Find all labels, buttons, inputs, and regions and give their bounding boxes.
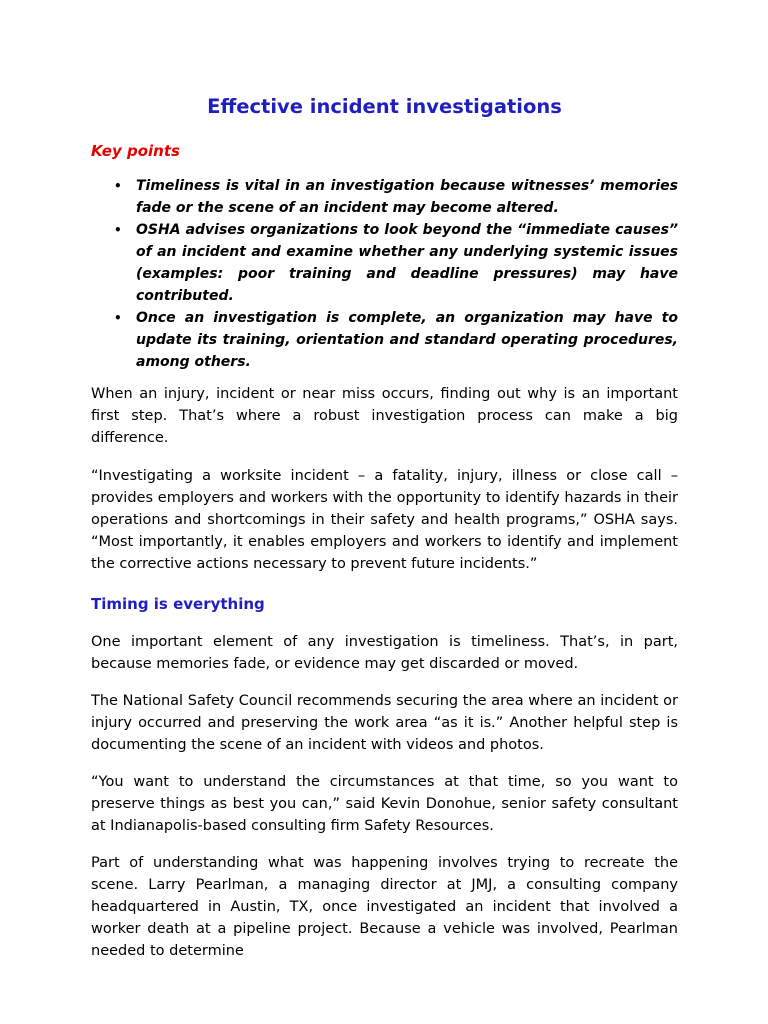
- key-point-text: Timeliness is vital in an investigation because witnesses’ memories fade or the scene of an incident may become altered.: [136, 178, 678, 216]
- key-point-text: Once an investigation is complete, an organization may have to update its training, orientation and standard operating procedures, among others.: [136, 310, 678, 370]
- key-points-list: [91, 175, 678, 373]
- bullet-icon: •: [114, 223, 122, 237]
- key-point-item: [114, 219, 678, 307]
- section-heading: Timing is everything: [91, 595, 265, 613]
- key-points-heading: Key points: [91, 142, 180, 160]
- bullet-icon: •: [114, 179, 122, 193]
- donohue-quote-paragraph: “You want to understand the circumstances at that time, so you want to preserve things as best you can,” said Kevin Donohue, senior safety consultant at Indianapolis-based consulting firm Safety Resources.: [91, 774, 678, 834]
- key-point-item: [114, 175, 678, 219]
- body-paragraph: One important element of any investigation is timeliness. That’s, in part, because memories fade, or evidence may get discarded or moved.: [91, 634, 678, 672]
- body-paragraph: The National Safety Council recommends securing the area where an incident or injury occurred and preserving the work area “as it is.” Another helpful step is documenting the scene of an incident with videos and photos.: [91, 693, 678, 753]
- body-paragraph: When an injury, incident or near miss occurs, finding out why is an important first step. That’s where a robust investigation process can make a big difference.: [91, 386, 678, 446]
- document-page: [91, 92, 678, 962]
- key-point-text: OSHA advises organizations to look beyond the “immediate causes” of an incident and examine whether any underlying systemic issues (examples: poor training and deadline pressures) may have contributed.: [136, 222, 678, 304]
- key-point-item: [114, 307, 678, 373]
- bullet-icon: •: [114, 311, 122, 325]
- page-title: Effective incident investigations: [207, 95, 562, 118]
- osha-quote-paragraph: “Investigating a worksite incident – a fatality, injury, illness or close call – provides employers and workers with the opportunity to identify hazards in their operations and shortcomings in their safety and health programs,” OSHA says. “Most importantly, it enables employers and workers to identify and implement the corrective actions necessary to prevent future incidents.”: [91, 468, 678, 572]
- body-paragraph: Part of understanding what was happening involves trying to recreate the scene. Larry Pearlman, a managing director at JMJ, a consulting company headquartered in Austin, TX, once investigated an incident that involved a worker death at a pipeline project. Because a vehicle was involved, Pearlman needed to determine: [91, 855, 678, 959]
